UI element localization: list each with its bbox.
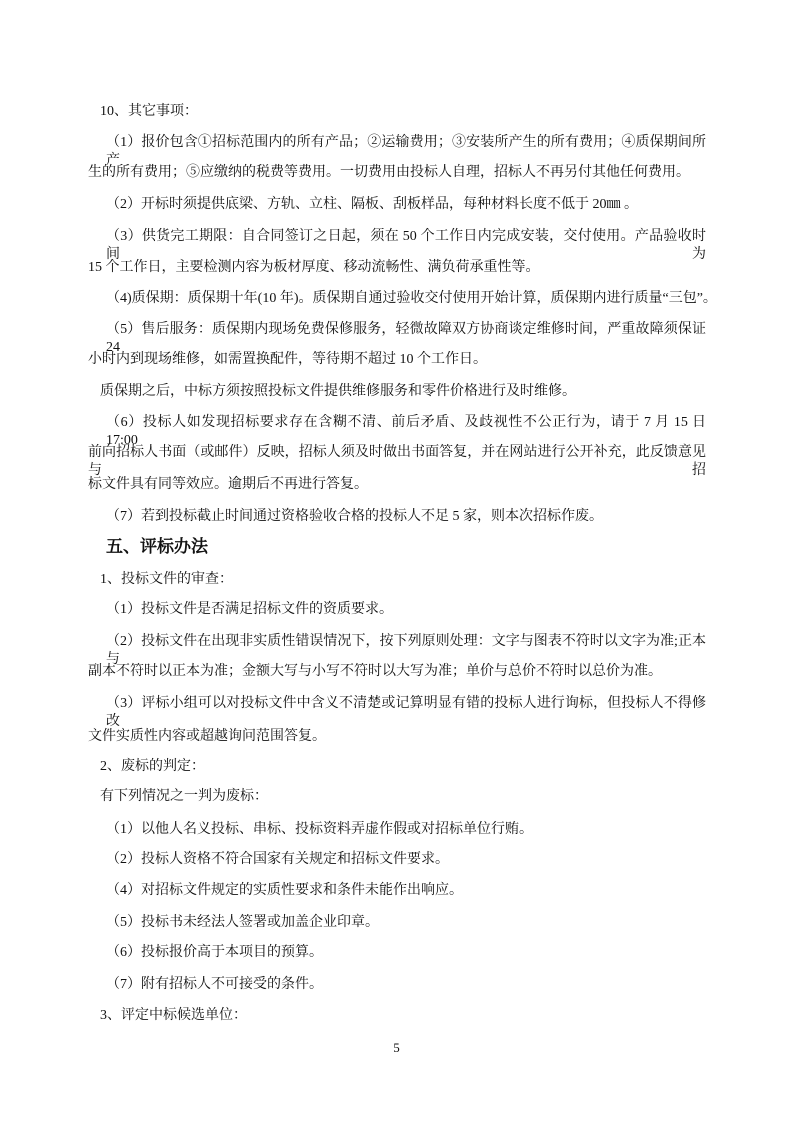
paragraph-line: （1）投标文件是否满足招标文件的资质要求。 — [106, 602, 393, 617]
paragraph-line: （2）开标时须提供底梁、方轨、立柱、隔板、刮板样品，每种材料长度不低于 20㎜ 。 — [106, 197, 638, 212]
paragraph-line: 小时内到现场维修，如需置换配件，等待期不超过 10 个工作日。 — [88, 352, 487, 367]
subsection-heading: 2、废标的判定： — [100, 759, 205, 774]
paragraph-line: 质保期之后，中标方须按照投标文件提供维修服务和零件价格进行及时维修。 — [100, 384, 576, 399]
subsection-heading: 1、投标文件的审查： — [100, 572, 233, 587]
paragraph-line: 有下列情况之一判为废标： — [100, 789, 268, 804]
list-item: （6）投标报价高于本项目的预算。 — [106, 945, 323, 960]
paragraph-line: （7）若到投标截止时间通过资格验收合格的投标人不足 5 家，则本次招标作废。 — [106, 509, 603, 524]
list-item: （5）投标书未经法人签署或加盖企业印章。 — [106, 915, 379, 930]
paragraph-line: （5）售后服务：质保期内现场免费保修服务，轻微故障双方协商谈定维修时间，严重故障须保证 24 — [106, 322, 706, 355]
paragraph-line: （2）投标文件在出现非实质性错误情况下，按下列原则处理：文字与图表不符时以文字为准;正本与 — [106, 634, 706, 667]
item10-heading: 10、其它事项： — [100, 104, 198, 119]
paragraph-line: 15 个工作日，主要检测内容为板材厚度、移动流畅性、满负荷承重性等。 — [88, 260, 540, 275]
list-item: （1）以他人名义投标、串标、投标资料弄虚作假或对招标单位行贿。 — [106, 822, 533, 837]
page-number: 5 — [393, 1040, 400, 1055]
paragraph-line: 前向招标人书面（或邮件）反映，招标人须及时做出书面答复，并在网站进行公开补充，此反馈意见与招 — [88, 445, 706, 478]
subsection-heading: 3、评定中标候选单位： — [100, 1008, 247, 1023]
list-item: （7）附有招标人不可接受的条件。 — [106, 977, 323, 992]
paragraph-line: 副本不符时以正本为准；金额大写与小写不符时以大写为准；单价与总价不符时以总价为准。 — [88, 664, 662, 679]
paragraph-line: （3）评标小组可以对投标文件中含义不清楚或记算明显有错的投标人进行询标，但投标人不得修改 — [106, 696, 706, 729]
paragraph-line: 文件实质性内容或超越询问范围答复。 — [88, 729, 326, 744]
paragraph-line: （4)质保期：质保期十年(10 年)。质保期自通过验收交付使用开始计算，质保期内进行质量“三包”。 — [106, 291, 717, 306]
paragraph-line: （3）供货完工期限：自合同签订之日起，须在 50 个工作日内完成安装，交付使用。产品验收时间为 — [106, 229, 706, 262]
section-heading: 五、评标办法 — [106, 537, 208, 556]
paragraph-line: （6）投标人如发现招标要求存在含糊不清、前后矛盾、及歧视性不公正行为，请于 7 月 15 日 17:00 — [106, 415, 706, 448]
list-item: （4）对招标文件规定的实质性要求和条件未能作出响应。 — [106, 883, 463, 898]
paragraph-line: （1）报价包含①招标范围内的所有产品；②运输费用；③安装所产生的所有费用；④质保期间所产 — [106, 135, 706, 168]
list-item: （2）投标人资格不符合国家有关规定和招标文件要求。 — [106, 852, 449, 867]
paragraph-line: 标文件具有同等效应。逾期后不再进行答复。 — [88, 477, 368, 492]
paragraph-line: 生的所有费用；⑤应缴纳的税费等费用。一切费用由投标人自理，招标人不再另付其他任何费用。 — [88, 165, 690, 180]
